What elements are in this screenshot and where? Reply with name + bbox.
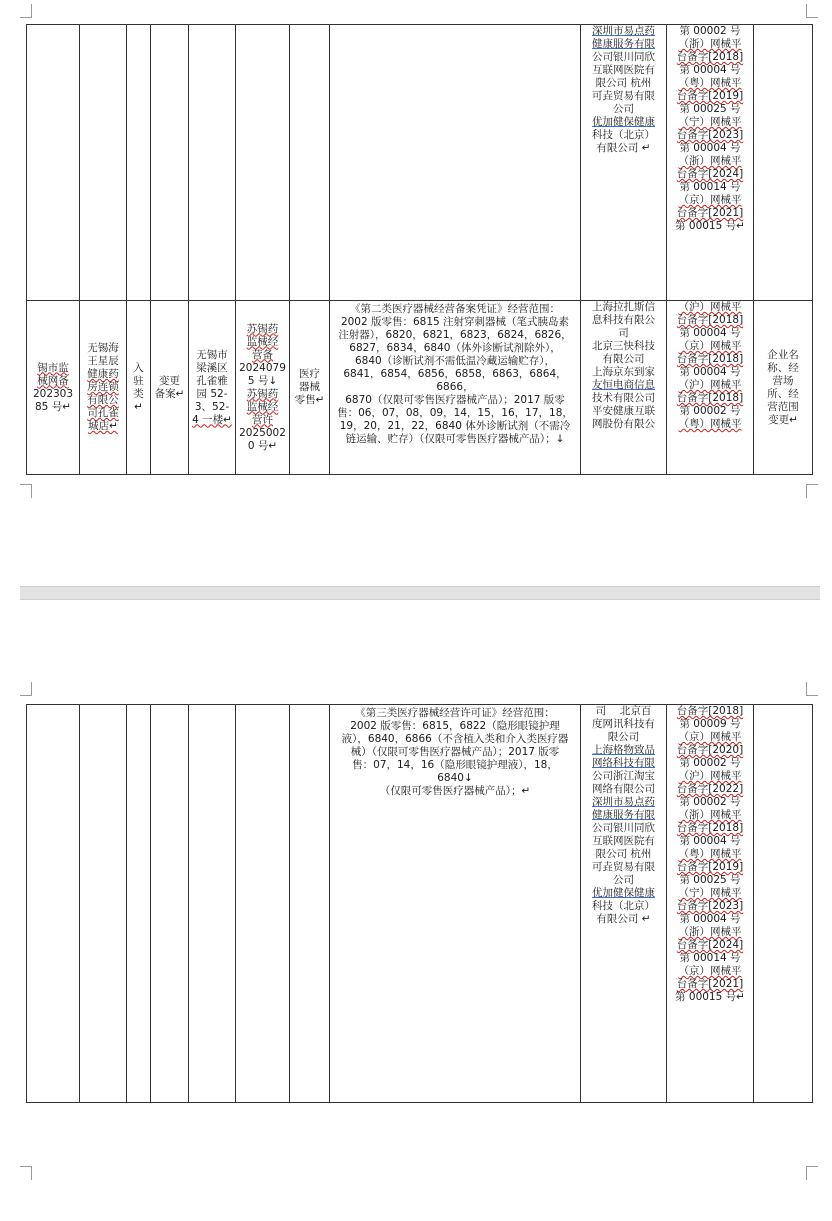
table-row xyxy=(27,25,813,301)
cell-line: 公司 xyxy=(613,874,634,886)
cell-line: 第 00015 号↵ xyxy=(675,991,745,1003)
cell-line: 网络科技有限 xyxy=(592,757,655,769)
company-cell xyxy=(80,25,127,301)
cell-line: 台备字[2023] xyxy=(676,129,744,141)
crop-mark xyxy=(806,1166,818,1180)
cell-line: 限公司 杭州 xyxy=(595,77,652,89)
cell-line: 4 一楼↵ xyxy=(192,413,232,426)
cell-line: 医疗 xyxy=(299,368,320,380)
entry-type-cell xyxy=(127,301,151,475)
cell-line: （宁）网械平 xyxy=(678,116,742,128)
scope-cell xyxy=(330,705,581,1103)
cell-line: 公司银川同欣 xyxy=(592,822,655,834)
cell-line: （京）网械平 xyxy=(678,194,742,206)
cell-line: 器械 xyxy=(299,381,320,393)
cell-line: 限公司 杭州 xyxy=(595,848,652,860)
cell-line: 司孔雀 xyxy=(87,407,119,419)
cell-line: （粤）网械平 xyxy=(678,77,742,89)
cell-line: 类↵ xyxy=(133,387,144,413)
cell-line: 监械经 xyxy=(246,335,279,348)
cell-line: 所、经 xyxy=(767,387,799,400)
cell-line: 孔雀雅 xyxy=(196,374,228,387)
cell-line: 园 52- xyxy=(196,387,228,400)
crop-mark xyxy=(20,4,32,18)
crop-mark xyxy=(806,484,818,498)
cell-line: 上海拉扎斯信 xyxy=(592,301,655,313)
cell-line: 第 00002 号 xyxy=(679,405,741,417)
cell-line: 营场 xyxy=(772,374,794,387)
cell-line: 王星辰 xyxy=(87,355,119,367)
platform-cell xyxy=(581,705,667,1103)
cell-line: 苏锡药 xyxy=(246,322,279,335)
cell-line: 2025002 xyxy=(239,426,286,439)
cell-line: 健康服务有限 xyxy=(592,38,655,50)
cell-line: （浙）网械平 xyxy=(678,926,742,938)
cell-line: （粤）网械平 xyxy=(678,848,742,860)
cell-line: 第 00004 号 xyxy=(679,327,741,339)
change-type-cell xyxy=(151,25,189,301)
cell-line: 公司银川同欣 xyxy=(592,51,655,63)
cell-line: （沪）网械平 xyxy=(678,379,742,391)
cell-line: 6827，6834，6840（体外诊断试剂除外）， xyxy=(349,342,561,354)
cell-line: 上海京东到家 xyxy=(592,366,655,378)
cell-line: 5 号↓ xyxy=(247,374,278,387)
crop-mark xyxy=(20,1166,32,1180)
address-cell xyxy=(189,301,236,475)
cell-line: 第 00002 号 xyxy=(679,25,741,37)
cell-line: 202303 xyxy=(32,387,74,400)
entry-type-cell xyxy=(127,25,151,301)
cell-line: 苏锡药 xyxy=(246,387,279,400)
record-no-cell xyxy=(27,25,80,301)
cell-line: 营许 xyxy=(252,413,273,426)
cell-line: 台备字[2022] xyxy=(676,783,744,795)
cell-line: 城店↵ xyxy=(88,420,118,432)
cell-line: （仅限可零售医疗器械产品）；↵ xyxy=(379,785,531,797)
cell-line: 房连锁 xyxy=(87,381,119,393)
cell-line: （沪）网械平 xyxy=(678,770,742,782)
license-cell xyxy=(236,301,290,475)
cell-line: 第 00004 号 xyxy=(679,366,741,378)
cell-line: 台备字[2020] xyxy=(676,744,744,756)
cell-line: 第 00014 号 xyxy=(679,181,741,193)
cell-line: 梁溪区 xyxy=(196,361,228,374)
cell-line: 第 00009 号 xyxy=(679,718,741,730)
cell-line: 《第三类医疗器械经营许可证》经营范围： xyxy=(355,707,555,719)
cell-line: （浙）网械平 xyxy=(678,809,742,821)
scope-cell xyxy=(330,301,581,475)
cell-line: 企业名 xyxy=(767,348,799,361)
category-cell xyxy=(290,25,330,301)
cell-line: 第 00004 号 xyxy=(679,142,741,154)
cell-line: 营范围 xyxy=(767,400,799,413)
cell-line: （浙）网械平 xyxy=(678,155,742,167)
cell-line: 6841，6854，6856，6858，6863，6864，6866， xyxy=(343,368,567,393)
cell-line: 第 00025 号 xyxy=(679,103,741,115)
cell-line: （浙）网械平 xyxy=(678,38,742,50)
table-row xyxy=(27,301,813,475)
cell-line: 司 北京百 xyxy=(595,705,652,717)
cell-line: 台备字[2019] xyxy=(676,90,744,102)
cell-line: 可垚贸易有限 xyxy=(592,90,655,102)
cell-line: 营备 xyxy=(252,348,273,361)
cell-line: 第 00015 号↵ xyxy=(675,220,745,232)
cell-line: 第 00002 号 xyxy=(679,757,741,769)
filing-no-cell xyxy=(667,705,754,1103)
cell-line: 有限公司 xyxy=(602,353,645,365)
cell-line: 第 00004 号 xyxy=(679,64,741,76)
change-item-cell xyxy=(754,705,813,1103)
filing-table xyxy=(26,24,813,475)
cell-line: 链运输、贮存）（仅限可零售医疗器械产品）；↓ xyxy=(345,433,565,445)
cell-line: 有限公司 ↵ xyxy=(596,913,651,925)
cell-line: 入 xyxy=(133,361,144,374)
cell-line: 健康服务有限 xyxy=(592,809,655,821)
change-item-cell xyxy=(754,25,813,301)
record-no-cell xyxy=(27,301,80,475)
cell-line: 上海格物致品 xyxy=(592,744,655,756)
cell-line: 友恒电商信息 xyxy=(592,379,655,391)
cell-line: （京）网械平 xyxy=(678,340,742,352)
change-type-cell xyxy=(151,705,189,1103)
company-cell xyxy=(80,705,127,1103)
company-cell xyxy=(80,301,127,475)
cell-line: 深圳市易点药 xyxy=(592,796,655,808)
cell-line: 司 xyxy=(618,327,629,339)
cell-line: 公司浙江淘宝 xyxy=(592,770,655,782)
cell-line: 第 00025 号 xyxy=(679,874,741,886)
filing-no-cell xyxy=(667,25,754,301)
cell-line: 2002 版零售：6815 注射穿刺器械（笔式胰岛素 xyxy=(340,316,570,328)
cell-line: 售：07，14，16（隐形眼镜护理液），18， xyxy=(352,759,558,771)
cell-line: 健康药 xyxy=(87,368,119,380)
cell-line: 互联网医院有 xyxy=(592,64,655,76)
cell-line: （京）网械平 xyxy=(678,965,742,977)
cell-line: 公司 xyxy=(613,103,634,115)
entry-type-cell xyxy=(127,705,151,1103)
cell-line: 互联网医院有 xyxy=(592,835,655,847)
crop-mark xyxy=(20,682,32,696)
change-type-cell xyxy=(151,301,189,475)
cell-line: 0 号↵ xyxy=(247,439,278,452)
cell-line: 注射器），6820，6821，6823，6824，6826， xyxy=(338,329,572,341)
cell-line: 无锡市 xyxy=(196,348,228,361)
cell-line: 台备字[2019] xyxy=(676,861,744,873)
cell-line: 备案↵ xyxy=(154,387,185,400)
cell-line: （沪）网械平 xyxy=(678,301,742,313)
document-page-2 xyxy=(0,600,832,1221)
cell-line: 第 00004 号 xyxy=(679,913,741,925)
license-cell xyxy=(236,705,290,1103)
platform-cell xyxy=(581,301,667,475)
crop-mark xyxy=(806,682,818,696)
cell-line: 液），6840，6866（不含植入类和介入类医疗器 xyxy=(341,733,569,745)
cell-line: （京）网械平 xyxy=(678,731,742,743)
cell-line: 锡市监 xyxy=(37,361,69,374)
page-separator xyxy=(20,586,820,600)
cell-line: 第 00004 号 xyxy=(679,835,741,847)
platform-cell xyxy=(581,25,667,301)
cell-line: 械）（仅限可零售医疗器械产品）；2017 版零 xyxy=(350,746,560,758)
cell-line: 息科技有限公 xyxy=(592,314,655,326)
address-cell xyxy=(189,25,236,301)
cell-line: 台备字[2018] xyxy=(676,314,744,326)
cell-line: 第 00002 号 xyxy=(679,796,741,808)
cell-line: 有限公司 ↵ xyxy=(596,142,651,154)
cell-line: 台备字[2021] xyxy=(676,207,744,219)
cell-line: 称、经 xyxy=(767,361,799,374)
cell-line: 深圳市易点药 xyxy=(592,25,655,37)
cell-line: （粤）网械平 xyxy=(678,418,742,430)
cell-line: 网股份有限公 xyxy=(592,418,655,430)
table-row xyxy=(27,705,813,1103)
cell-line: 零售↵ xyxy=(294,394,325,406)
address-cell xyxy=(189,705,236,1103)
cell-line: 台备字[2018] xyxy=(676,51,744,63)
cell-line: 19，20，21，22，6840 体外诊断试剂（不需冷 xyxy=(339,420,571,432)
cell-line: 2024079 xyxy=(239,361,286,374)
change-item-cell xyxy=(754,301,813,475)
cell-line: 2002 版零售：6815，6822（隐形眼镜护理 xyxy=(350,720,560,732)
cell-line: 台备字[2018] xyxy=(676,392,744,404)
cell-line: 6870（仅限可零售医疗器械产品）；2017 版零 xyxy=(345,394,565,406)
cell-line: 北京三快科技 xyxy=(592,340,655,352)
cell-line: 有限公 xyxy=(87,394,119,406)
document-page-1 xyxy=(0,0,832,586)
cell-line: 驻 xyxy=(133,374,144,387)
cell-line: 变更 xyxy=(159,374,180,387)
cell-line: 优加健保健康 xyxy=(592,887,655,899)
filing-table-continued xyxy=(26,704,813,1103)
filing-no-cell xyxy=(667,301,754,475)
scope-cell xyxy=(330,25,581,301)
crop-mark xyxy=(20,484,32,498)
category-cell xyxy=(290,301,330,475)
cell-line: 优加健保健康 xyxy=(592,116,655,128)
cell-line: 第 00014 号 xyxy=(679,952,741,964)
cell-line: 技术有限公司 xyxy=(592,392,655,404)
cell-line: 3、52- xyxy=(194,400,230,413)
crop-mark xyxy=(806,4,818,18)
cell-line: 平安健康互联 xyxy=(592,405,655,417)
record-no-cell xyxy=(27,705,80,1103)
cell-line: 网络有限公司 xyxy=(592,783,655,795)
cell-line: 85 号↵ xyxy=(35,400,71,413)
category-cell xyxy=(290,705,330,1103)
license-cell xyxy=(236,25,290,301)
cell-line: 台备字[2024] xyxy=(676,939,744,951)
cell-line: 6840↓ xyxy=(437,772,473,784)
cell-line: 科技（北京） xyxy=(592,900,655,912)
cell-line: （宁）网械平 xyxy=(678,887,742,899)
cell-line: 无锡海 xyxy=(87,342,119,354)
cell-line: 监械经 xyxy=(246,400,279,413)
cell-line: 度网讯科技有 xyxy=(592,718,655,730)
cell-line: 可垚贸易有限 xyxy=(592,861,655,873)
cell-line: 台备字[2023] xyxy=(676,900,744,912)
cell-line: 台备字[2018] xyxy=(676,353,744,365)
cell-line: 售：06，07，08，09，14，15，16，17，18， xyxy=(337,407,573,419)
cell-line: 械网备 xyxy=(37,374,69,387)
cell-line: 台备字[2018] xyxy=(676,705,744,717)
cell-line: 限公司 xyxy=(607,731,640,743)
cell-line: 科技（北京） xyxy=(592,129,655,141)
cell-line: 变更↵ xyxy=(768,413,798,426)
cell-line: 6840（诊断试剂不需低温冷藏运输贮存）， xyxy=(355,355,555,367)
cell-line: 台备字[2021] xyxy=(676,978,744,990)
cell-line: 台备字[2024] xyxy=(676,168,744,180)
cell-line: 《第二类医疗器械经营备案凭证》经营范围： xyxy=(350,303,560,315)
cell-line: 台备字[2018] xyxy=(676,822,744,834)
